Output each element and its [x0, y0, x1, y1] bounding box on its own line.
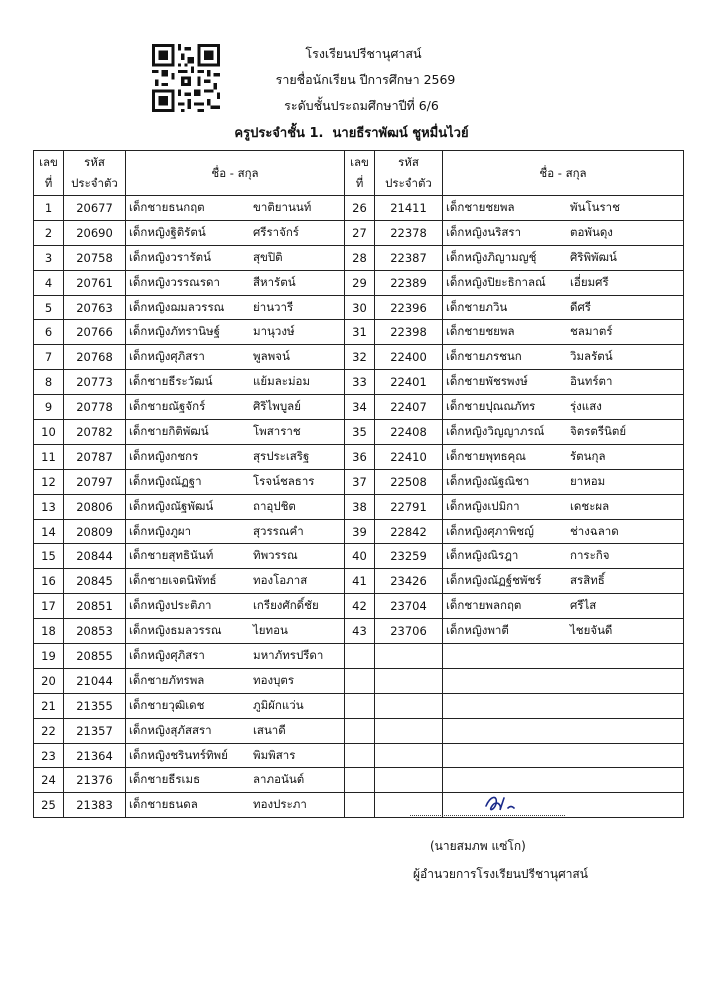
student-id: 20782 [64, 420, 126, 445]
student-id: 22410 [375, 444, 443, 469]
student-id [375, 743, 443, 768]
student-last-name: ภูมิผักแว่น [253, 697, 304, 712]
student-first-name: เด็กหญิงภัทรานิษฐ์ [129, 324, 220, 339]
student-number: 13 [34, 494, 64, 519]
student-number: 8 [34, 370, 64, 395]
student-number: 28 [345, 245, 375, 270]
student-first-name: เด็กหญิงฌมลวรรณ [129, 299, 225, 314]
student-first-name: เด็กหญิงชรินทร์ทิพย์ [129, 747, 228, 762]
table-row [34, 668, 684, 693]
student-last-name: มานุวงษ์ [253, 324, 295, 339]
student-name-cell [443, 544, 684, 569]
student-last-name: ศิริพิพัฒน์ [570, 249, 617, 264]
student-id [375, 768, 443, 793]
student-name-cell [126, 644, 345, 669]
student-id: 22389 [375, 270, 443, 295]
student-last-name: รุ่งแสง [570, 399, 602, 414]
student-id: 22407 [375, 395, 443, 420]
student-name-cell [126, 196, 345, 221]
student-first-name: เด็กชายพุทธคุณ [446, 448, 526, 463]
student-number: 30 [345, 295, 375, 320]
student-number [345, 743, 375, 768]
student-last-name: สีหารัตน์ [253, 274, 296, 289]
student-number: 22 [34, 718, 64, 743]
student-last-name: พูลพจน์ [253, 349, 290, 364]
student-last-name: พันโนราช [570, 199, 620, 214]
student-id: 20806 [64, 494, 126, 519]
student-number [345, 718, 375, 743]
student-name-cell [126, 718, 345, 743]
student-first-name: เด็กหญิงนริสรา [446, 224, 522, 239]
student-id: 20844 [64, 544, 126, 569]
student-number: 25 [34, 793, 64, 818]
student-id: 20853 [64, 619, 126, 644]
student-first-name: เด็กหญิงสุภัสสรา [129, 722, 212, 737]
student-last-name: เดชะผล [570, 498, 610, 513]
table-row [34, 594, 684, 619]
student-number [345, 793, 375, 818]
student-last-name: เอี่ยมศรี [570, 274, 609, 289]
student-id: 21355 [64, 693, 126, 718]
student-id: 20773 [64, 370, 126, 395]
student-number: 6 [34, 320, 64, 345]
student-name-cell [443, 220, 684, 245]
student-id [375, 668, 443, 693]
student-first-name: เด็กหญิงภิญามญชุ์ [446, 249, 537, 264]
student-name-cell [443, 668, 684, 693]
student-first-name: เด็กชายธนกฤต [129, 199, 205, 214]
student-first-name: เด็กชายณัฐจักร์ [129, 399, 206, 414]
table-row [34, 270, 684, 295]
student-number [345, 668, 375, 693]
student-number: 42 [345, 594, 375, 619]
student-name-cell [126, 270, 345, 295]
student-name-cell [126, 395, 345, 420]
student-id: 20855 [64, 644, 126, 669]
student-first-name: เด็กหญิงศุภาพิชญ์ [446, 523, 534, 538]
student-number: 17 [34, 594, 64, 619]
student-number: 9 [34, 395, 64, 420]
student-first-name: เด็กชายธนดล [129, 797, 198, 812]
student-first-name: เด็กหญิงศุภิสรา [129, 349, 205, 364]
student-last-name: สุขปิติ [253, 249, 283, 264]
student-roster-table [33, 150, 684, 818]
student-id: 22401 [375, 370, 443, 395]
student-id: 20761 [64, 270, 126, 295]
table-row [34, 395, 684, 420]
student-number: 41 [345, 569, 375, 594]
student-id: 21364 [64, 743, 126, 768]
student-id [375, 718, 443, 743]
student-number: 24 [34, 768, 64, 793]
student-first-name: เด็กหญิงณิรฎา [446, 548, 519, 563]
student-first-name: เด็กชายธีรเมธ [129, 772, 201, 787]
student-first-name: เด็กชายชยพล [446, 199, 515, 214]
student-first-name: เด็กชายภวิน [446, 299, 508, 314]
student-last-name: เสนาดี [253, 722, 286, 737]
student-id: 21376 [64, 768, 126, 793]
student-number: 39 [345, 519, 375, 544]
school-name: โรงเรียนปรีชานุศาสน์ [305, 46, 422, 61]
student-number: 29 [345, 270, 375, 295]
signer-name: (นายสมภพ แซ่โก) [430, 839, 526, 853]
student-last-name: สุวรรณคำ [253, 523, 304, 538]
student-last-name: การะกิจ [570, 548, 610, 563]
student-name-cell [443, 245, 684, 270]
student-id: 20851 [64, 594, 126, 619]
student-last-name: ทองบุตร [253, 672, 295, 687]
student-id: 22396 [375, 295, 443, 320]
student-number: 21 [34, 693, 64, 718]
student-number: 3 [34, 245, 64, 270]
table-row [34, 420, 684, 445]
list-title: รายชื่อนักเรียน ปีการศึกษา 2569 [275, 72, 456, 87]
student-id: 23704 [375, 594, 443, 619]
student-id: 21383 [64, 793, 126, 818]
col-header-id: รหัส ประจำตัว [375, 151, 443, 196]
student-id: 20809 [64, 519, 126, 544]
student-number: 15 [34, 544, 64, 569]
student-last-name: สุรประเสริฐ [253, 448, 310, 463]
student-number: 33 [345, 370, 375, 395]
student-id: 20797 [64, 469, 126, 494]
col-header-no: เลข ที่ [34, 151, 64, 196]
signature-mark [478, 788, 528, 818]
signature-line [410, 815, 565, 816]
student-name-cell [126, 594, 345, 619]
student-first-name: เด็กชายเจตนิพัทธ์ [129, 573, 217, 588]
table-header-row [34, 151, 684, 196]
student-name-cell [126, 619, 345, 644]
student-name-cell [126, 693, 345, 718]
student-first-name: เด็กหญิงวิญญาภรณ์ [446, 423, 545, 438]
student-name-cell [126, 743, 345, 768]
student-id: 20778 [64, 395, 126, 420]
student-first-name: เด็กหญิงฐิติรัตน์ [129, 224, 206, 239]
table-row [34, 370, 684, 395]
student-name-cell [443, 519, 684, 544]
student-last-name: ศรีราจักร์ [253, 224, 299, 239]
table-row [34, 718, 684, 743]
student-name-cell [443, 345, 684, 370]
student-id: 20763 [64, 295, 126, 320]
student-id: 21411 [375, 196, 443, 221]
student-first-name: เด็กชายกิติพัฒน์ [129, 423, 209, 438]
student-name-cell [443, 444, 684, 469]
student-name-cell [443, 494, 684, 519]
student-name-cell [126, 444, 345, 469]
student-last-name: โรจน์ชลธาร [253, 473, 315, 488]
student-id: 22408 [375, 420, 443, 445]
student-last-name: ทองโอภาส [253, 573, 308, 588]
student-number: 20 [34, 668, 64, 693]
student-name-cell [443, 619, 684, 644]
student-first-name: เด็กชายสุทธินันท์ [129, 548, 214, 563]
student-last-name: รัตนกุล [570, 448, 606, 463]
table-row [34, 444, 684, 469]
student-number: 2 [34, 220, 64, 245]
signer-position: ผู้อำนวยการโรงเรียนปรีชานุศาสน์ [413, 867, 588, 881]
student-id: 23259 [375, 544, 443, 569]
student-name-cell [126, 793, 345, 818]
student-number: 5 [34, 295, 64, 320]
student-name-cell [443, 594, 684, 619]
student-last-name: ขาติยานนท์ [253, 199, 312, 214]
student-last-name: ดีศรี [570, 299, 591, 314]
student-number: 35 [345, 420, 375, 445]
student-number: 7 [34, 345, 64, 370]
student-name-cell [126, 245, 345, 270]
student-id: 20766 [64, 320, 126, 345]
student-last-name: อินทร์ตา [570, 374, 613, 389]
student-last-name: วิมลรัตน์ [570, 349, 613, 364]
col-header-id: รหัส ประจำตัว [64, 151, 126, 196]
student-name-cell [126, 544, 345, 569]
student-first-name: เด็กหญิงเปมิกา [446, 498, 520, 513]
student-name-cell [443, 420, 684, 445]
col-header-name: ชื่อ - สกุล [443, 151, 684, 196]
student-name-cell [126, 320, 345, 345]
student-id: 22400 [375, 345, 443, 370]
student-number: 14 [34, 519, 64, 544]
student-first-name: เด็กหญิงศุภิสรา [129, 647, 205, 662]
student-last-name: ช่างฉลาด [570, 523, 619, 538]
student-number [345, 768, 375, 793]
student-number [345, 644, 375, 669]
student-id: 20758 [64, 245, 126, 270]
student-name-cell [443, 743, 684, 768]
student-first-name: เด็กหญิงภูผา [129, 523, 192, 538]
student-number: 43 [345, 619, 375, 644]
student-first-name: เด็กชายธีระวัฒน์ [129, 374, 213, 389]
student-first-name: เด็กชายภัทรพล [129, 672, 205, 687]
student-id: 22842 [375, 519, 443, 544]
student-number: 40 [345, 544, 375, 569]
student-name-cell [126, 469, 345, 494]
student-first-name: เด็กชายภรชนก [446, 349, 522, 364]
student-name-cell [443, 395, 684, 420]
student-first-name: เด็กหญิงณัฐพัฒน์ [129, 498, 214, 513]
grade-level: ระดับชั้นประถมศึกษาปีที่ 6/6 [284, 98, 439, 113]
student-last-name: แย้มละม่อม [253, 374, 311, 389]
student-name-cell [443, 270, 684, 295]
student-number: 19 [34, 644, 64, 669]
student-id: 22508 [375, 469, 443, 494]
student-last-name: ศรีไส [570, 598, 597, 613]
student-first-name: เด็กหญิงวรรณรดา [129, 274, 220, 289]
table-row [34, 743, 684, 768]
student-last-name: ถาอุปชิต [253, 498, 296, 513]
table-row [34, 693, 684, 718]
student-last-name: สรสิทธิ์ [570, 573, 605, 588]
student-name-cell [126, 295, 345, 320]
student-id: 22398 [375, 320, 443, 345]
student-number: 32 [345, 345, 375, 370]
student-first-name: เด็กหญิงณัฏฐา [129, 473, 202, 488]
student-first-name: เด็กหญิงกชกร [129, 448, 199, 463]
student-number: 11 [34, 444, 64, 469]
student-number: 36 [345, 444, 375, 469]
table-row [34, 619, 684, 644]
table-row [34, 196, 684, 221]
student-name-cell [443, 469, 684, 494]
student-number: 23 [34, 743, 64, 768]
student-number: 31 [345, 320, 375, 345]
student-name-cell [126, 370, 345, 395]
table-row [34, 544, 684, 569]
table-row [34, 245, 684, 270]
student-first-name: เด็กหญิงณัฐณิชา [446, 473, 530, 488]
student-name-cell [443, 295, 684, 320]
student-last-name: ลาภอนันต์ [253, 772, 305, 787]
student-name-cell [443, 644, 684, 669]
student-last-name: ตอพันดุง [570, 224, 613, 239]
student-id: 20677 [64, 196, 126, 221]
student-name-cell [126, 569, 345, 594]
student-id: 20787 [64, 444, 126, 469]
homeroom-line [0, 122, 705, 143]
student-last-name: ทิพวรรณ [253, 548, 298, 563]
student-name-cell [443, 693, 684, 718]
student-first-name: เด็กชายวุฒิเดช [129, 697, 205, 712]
student-id: 23706 [375, 619, 443, 644]
student-name-cell [443, 196, 684, 221]
student-name-cell [443, 718, 684, 743]
student-name-cell [126, 420, 345, 445]
student-number: 38 [345, 494, 375, 519]
table-row [34, 320, 684, 345]
student-name-cell [126, 220, 345, 245]
student-first-name: เด็กหญิงประติภา [129, 598, 212, 613]
student-first-name: เด็กชายชยพล [446, 324, 515, 339]
student-name-cell [126, 345, 345, 370]
student-first-name: เด็กหญิงปิยะธิกาลณ์ [446, 274, 546, 289]
student-number: 37 [345, 469, 375, 494]
student-first-name: เด็กหญิงณัฏฐ์ชพัชร์ [446, 573, 542, 588]
student-number: 4 [34, 270, 64, 295]
student-name-cell [126, 668, 345, 693]
student-id: 22791 [375, 494, 443, 519]
table-row [34, 519, 684, 544]
student-first-name: เด็กหญิงวรารัตน์ [129, 249, 211, 264]
student-id [375, 644, 443, 669]
student-last-name: ทองประภา [253, 797, 307, 812]
student-id: 20845 [64, 569, 126, 594]
table-row [34, 295, 684, 320]
homeroom-label: ครูประจำชั้น 1. [234, 126, 324, 141]
student-number: 34 [345, 395, 375, 420]
table-row [34, 644, 684, 669]
student-last-name: ชลมาตร์ [570, 324, 613, 339]
student-number: 16 [34, 569, 64, 594]
student-last-name: มหาภัทรปรีดา [253, 647, 324, 662]
student-first-name: เด็กหญิงธมลวรรณ [129, 623, 222, 638]
student-last-name: โพสาราช [253, 423, 301, 438]
table-row [34, 569, 684, 594]
student-number: 1 [34, 196, 64, 221]
col-header-no: เลข ที่ [345, 151, 375, 196]
student-name-cell [443, 370, 684, 395]
student-id: 23426 [375, 569, 443, 594]
student-first-name: เด็กชายพลกฤต [446, 598, 522, 613]
student-id: 22387 [375, 245, 443, 270]
student-number: 26 [345, 196, 375, 221]
student-last-name: จิตรตรีนิตย์ [570, 423, 627, 438]
student-number [345, 693, 375, 718]
student-id: 22378 [375, 220, 443, 245]
student-name-cell [126, 494, 345, 519]
student-number: 10 [34, 420, 64, 445]
student-last-name: ย่านวารี [253, 299, 294, 314]
student-name-cell [443, 320, 684, 345]
table-row [34, 768, 684, 793]
student-first-name: เด็กชายปุณณภัทร [446, 399, 536, 414]
student-id: 21044 [64, 668, 126, 693]
table-row [34, 469, 684, 494]
student-name-cell [126, 768, 345, 793]
student-last-name: ไยทอน [253, 623, 288, 638]
student-last-name: ศิริไพบูลย์ [253, 399, 301, 414]
student-last-name: เกรียงศักดิ์ชัย [253, 598, 319, 613]
table-row [34, 793, 684, 818]
student-first-name: เด็กชายพัชรพงษ์ [446, 374, 528, 389]
student-id: 20690 [64, 220, 126, 245]
student-first-name: เด็กหญิงพาตี [446, 623, 509, 638]
student-name-cell [443, 569, 684, 594]
student-name-cell [126, 519, 345, 544]
table-row [34, 494, 684, 519]
col-header-name: ชื่อ - สกุล [126, 151, 345, 196]
table-row [34, 345, 684, 370]
student-number: 27 [345, 220, 375, 245]
student-last-name: ยาหอม [570, 473, 606, 488]
student-number: 18 [34, 619, 64, 644]
student-id [375, 693, 443, 718]
student-id: 20768 [64, 345, 126, 370]
table-row [34, 220, 684, 245]
student-number: 12 [34, 469, 64, 494]
student-last-name: ไชยจันดี [570, 623, 613, 638]
homeroom-teacher: นายธีราพัฒน์ ชูหมื่นไวย์ [332, 126, 469, 141]
student-id: 21357 [64, 718, 126, 743]
student-last-name: พิมพิสาร [253, 747, 296, 762]
